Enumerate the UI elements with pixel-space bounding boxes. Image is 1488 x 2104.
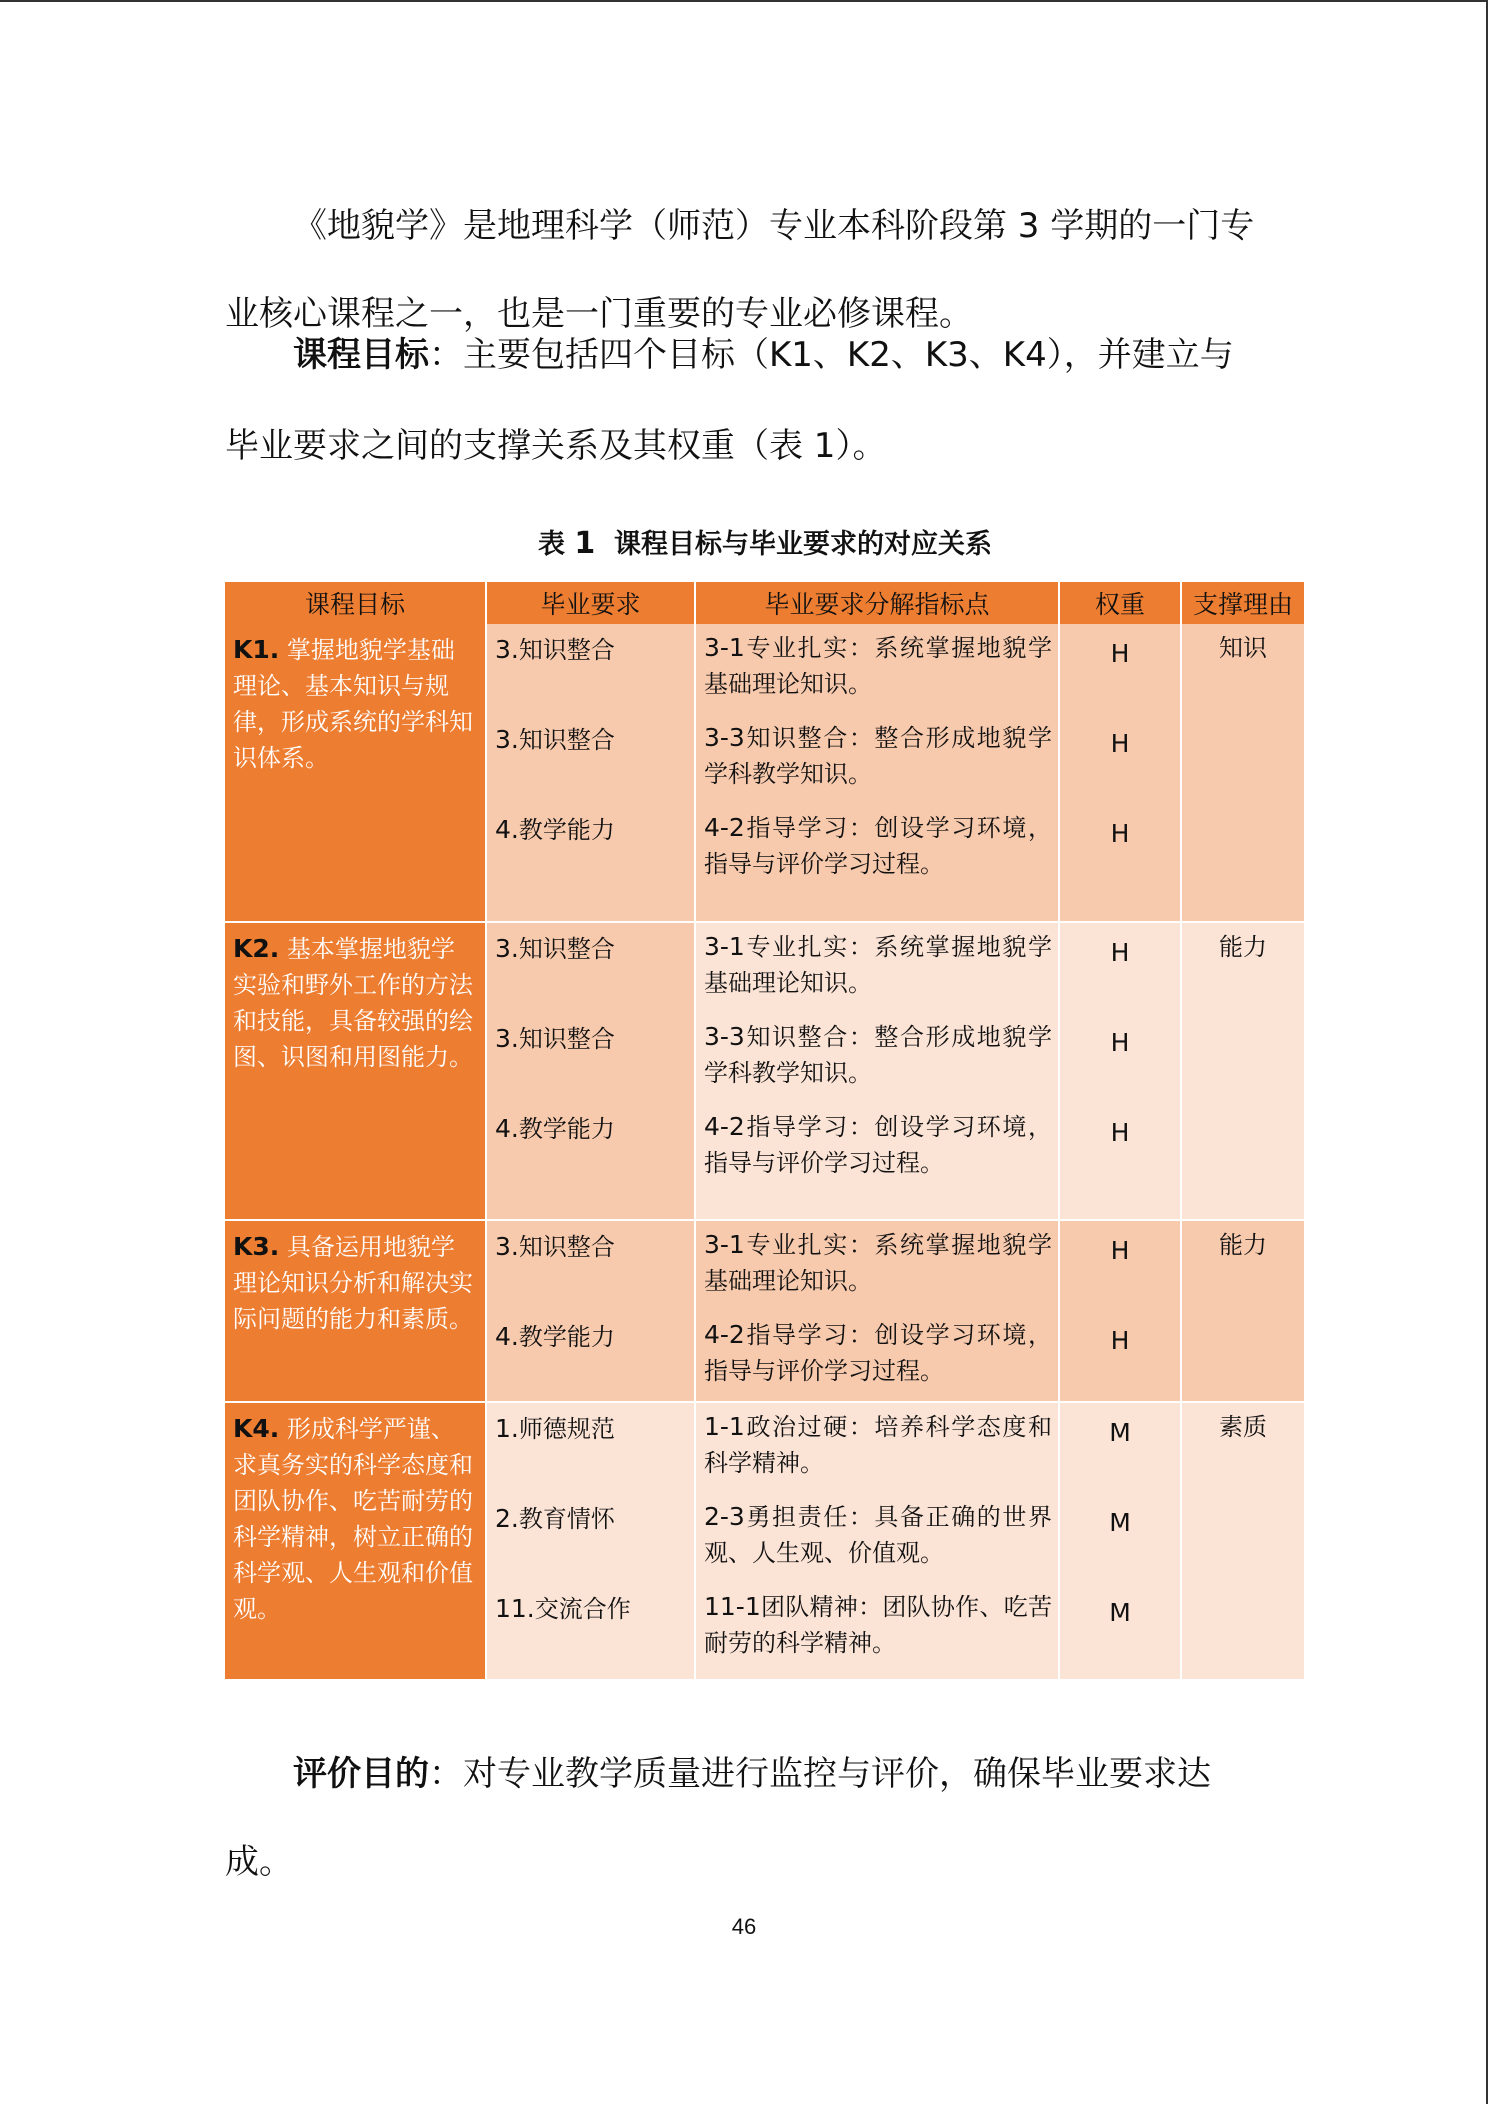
requirement-label: 知识整合 [518,1233,615,1261]
course-goal-label: 课程目标 [293,335,429,375]
indicator-number: 4-2 [704,813,745,842]
goal-code: K1. [233,635,280,664]
goal-text: 具备运用地貌学理论知识分析和解决实际问题的能力和素质。 [233,1233,473,1333]
requirement-item [487,1013,694,1103]
reason-cell [1181,922,1305,1220]
indicator-text: 专业扎实：系统掌握地貌学基础理论知识。 [704,634,1052,698]
requirement-number: 3. [495,1232,519,1261]
reason-text: 能力 [1219,933,1267,961]
requirement-label: 知识整合 [518,1025,615,1053]
indicator-text: 知识整合：整合形成地貌学学科教学知识。 [704,724,1052,788]
goal-text: 形成科学严谨、求真务实的科学态度和团队协作、吃苦耐劳的科学精神，树立正确的科学观、人生观和价值观。 [233,1415,473,1623]
requirement-item [487,714,694,804]
indicator-text: 勇担责任：具备正确的世界观、人生观、价值观。 [704,1503,1052,1567]
objectives-table [225,582,1306,1681]
requirement-label: 知识整合 [518,935,615,963]
requirement-cell [486,1402,695,1680]
weight-value: H [1110,729,1130,758]
table-row [225,1402,1305,1680]
goal-cell [225,922,486,1220]
goal-text: 基本掌握地貌学实验和野外工作的方法和技能，具备较强的绘图、识图和用图能力。 [233,935,473,1071]
table-header-row [225,582,1305,624]
table-row [225,624,1305,922]
indicator-item [696,624,1058,714]
table-caption [225,522,1305,561]
indicator-item [696,1311,1058,1401]
indicator-text: 指导学习：创设学习环境，指导与评价学习过程。 [704,1321,1052,1385]
caption-prefix: 表 [537,529,565,560]
reason-text: 能力 [1219,1231,1267,1259]
course-goal-text: ：主要包括四个目标（K1、K2、K3、K4），并建立与毕业要求之间的支撑关系及其权重（表 1）。 [225,335,1234,466]
reason-cell [1181,624,1305,922]
indicator-text: 团队精神：团队协作、吃苦耐劳的科学精神。 [704,1593,1052,1657]
indicator-item [696,1221,1058,1311]
indicator-number: 3-3 [704,723,745,752]
indicator-cell [695,1220,1059,1402]
indicator-text: 指导学习：创设学习环境，指导与评价学习过程。 [704,1113,1052,1177]
evaluation-paragraph [225,1730,1265,1906]
reason-cell [1181,1220,1305,1402]
header-reason: 支撑理由 [1181,582,1305,624]
requirement-item [487,1403,694,1493]
weight-value: M [1109,1598,1131,1627]
requirement-item [487,1493,694,1583]
requirement-item [487,1221,694,1311]
indicator-number: 4-2 [704,1320,745,1349]
indicator-text: 指导学习：创设学习环境，指导与评价学习过程。 [704,814,1052,878]
caption-text: 课程目标与毕业要求的对应关系 [614,529,993,560]
page-number: 46 [731,1914,757,1939]
header-course-goal: 课程目标 [225,582,486,624]
requirement-number: 3. [495,1024,519,1053]
requirement-label: 知识整合 [518,636,615,664]
indicator-number: 2-3 [704,1502,745,1531]
requirement-item [487,624,694,714]
requirement-label: 交流合作 [534,1595,631,1623]
requirement-number: 11. [495,1594,535,1623]
table-row [225,922,1305,1220]
reason-text: 知识 [1219,634,1267,662]
indicator-item [696,923,1058,1013]
page-top-border [0,0,1488,2]
requirement-label: 教育情怀 [518,1505,615,1533]
requirement-number: 4. [495,1322,519,1351]
weight-value: H [1110,1326,1130,1355]
reason-cell [1181,1402,1305,1680]
weight-value: H [1110,1236,1130,1265]
indicator-number: 11-1 [704,1592,761,1621]
indicator-number: 3-3 [704,1022,745,1051]
indicator-cell [695,624,1059,922]
requirement-number: 3. [495,635,519,664]
goal-text: 掌握地貌学基础理论、基本知识与规律，形成系统的学科知识体系。 [233,636,473,772]
intro-text: 《地貌学》是地理科学（师范）专业本科阶段第 3 学期的一门专业核心课程之一，也是一门重要的专业必修课程。 [225,206,1255,334]
evaluation-label: 评价目的 [293,1754,429,1794]
goal-cell [225,1220,486,1402]
indicator-number: 4-2 [704,1112,745,1141]
requirement-cell [486,624,695,922]
requirement-item [487,1103,694,1193]
goal-cell [225,1402,486,1680]
requirement-label: 教学能力 [518,816,615,844]
weight-value: M [1109,1508,1131,1537]
weight-value: H [1110,1028,1130,1057]
indicator-text: 专业扎实：系统掌握地貌学基础理论知识。 [704,933,1052,997]
weight-value: M [1109,1418,1131,1447]
requirement-item [487,1583,694,1673]
evaluation-text: ：对专业教学质量进行监控与评价，确保毕业要求达成。 [225,1754,1211,1882]
indicator-item [696,1103,1058,1193]
requirement-label: 知识整合 [518,726,615,754]
goal-code: K2. [233,934,280,963]
indicator-cell [695,922,1059,1220]
requirement-item [487,804,694,894]
requirement-number: 1. [495,1414,519,1443]
weight-value: H [1110,1118,1130,1147]
indicator-number: 3-1 [704,1230,745,1259]
table-row [225,1220,1305,1402]
indicator-number: 1-1 [704,1412,745,1441]
indicator-number: 3-1 [704,932,745,961]
requirement-number: 2. [495,1504,519,1533]
requirement-item [487,923,694,1013]
goal-cell [225,624,486,922]
requirement-number: 4. [495,815,519,844]
table-body [225,624,1305,1680]
indicator-cell [695,1402,1059,1680]
indicator-item [696,804,1058,894]
indicator-text: 政治过硬：培养科学态度和科学精神。 [704,1413,1052,1477]
indicator-text: 专业扎实：系统掌握地貌学基础理论知识。 [704,1231,1052,1295]
indicator-number: 3-1 [704,633,745,662]
weight-value: H [1110,819,1130,848]
goal-code: K3. [233,1232,280,1261]
weight-cell [1059,1402,1181,1680]
requirement-number: 3. [495,934,519,963]
indicator-text: 知识整合：整合形成地貌学学科教学知识。 [704,1023,1052,1087]
weight-cell [1059,624,1181,922]
requirement-number: 4. [495,1114,519,1143]
weight-value: H [1110,639,1130,668]
weight-cell [1059,1220,1181,1402]
indicator-item [696,714,1058,804]
reason-text: 素质 [1219,1413,1267,1441]
header-grad-requirement: 毕业要求 [486,582,695,624]
weight-cell [1059,922,1181,1220]
indicator-item [696,1013,1058,1103]
caption-number: 1 [574,526,596,561]
requirement-label: 教学能力 [518,1323,615,1351]
requirement-label: 师德规范 [518,1415,615,1443]
requirement-cell [486,1220,695,1402]
course-goal-paragraph [225,310,1265,492]
header-weight: 权重 [1059,582,1181,624]
requirement-item [487,1311,694,1401]
requirement-cell [486,922,695,1220]
header-indicator: 毕业要求分解指标点 [695,582,1059,624]
indicator-item [696,1583,1058,1673]
indicator-item [696,1403,1058,1493]
requirement-number: 3. [495,725,519,754]
goal-code: K4. [233,1414,280,1443]
indicator-item [696,1493,1058,1583]
weight-value: H [1110,938,1130,967]
requirement-label: 教学能力 [518,1115,615,1143]
